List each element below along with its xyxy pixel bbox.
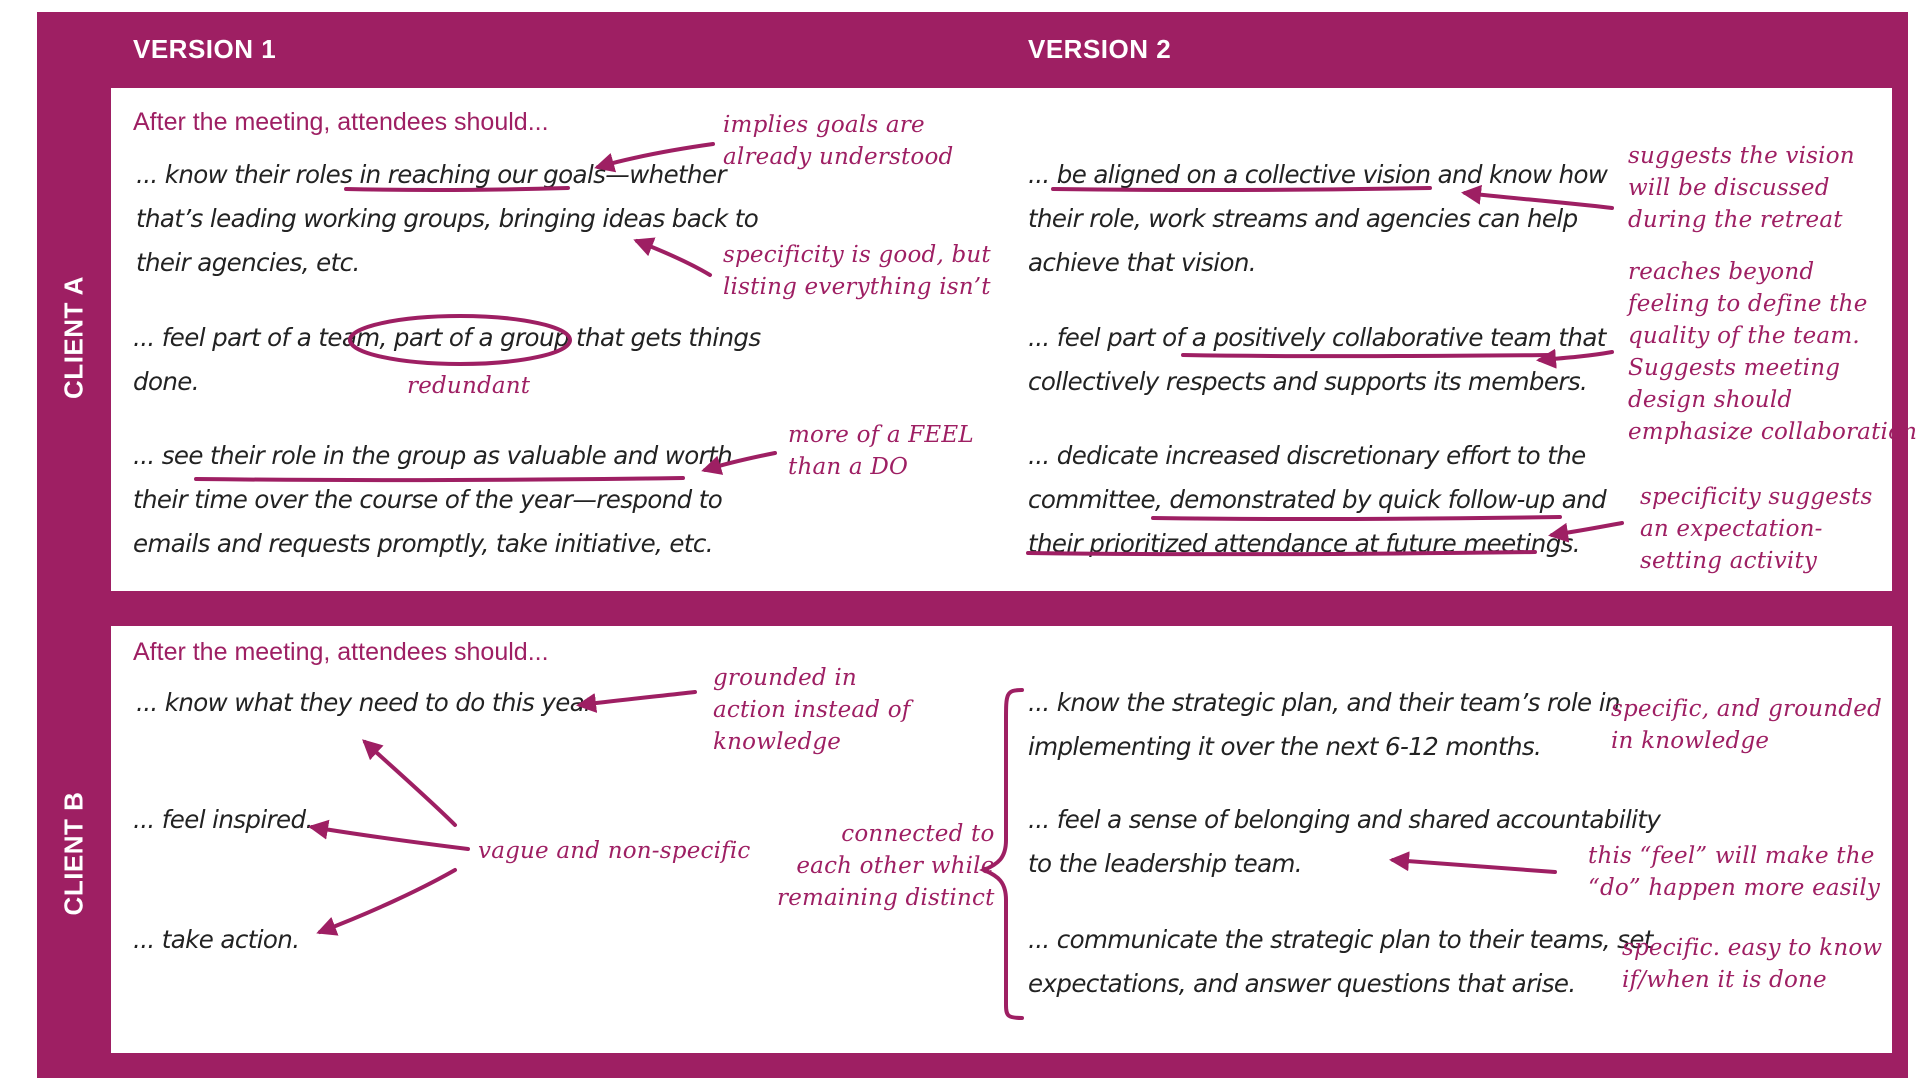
note-specific-grounded: specific, and grounded in knowledge <box>1611 696 1882 754</box>
client-b-v2-objective-3: ... communicate the strategic plan to their teams, set expectations, and answer questions that arise. <box>1028 925 1653 998</box>
client-a-v2-objective-1: ... be aligned on a collective vision and know how their role, work streams and agencies can help achieve that vision. <box>1028 160 1608 277</box>
client-a-v2-objective-3: ... dedicate increased discretionary effort to the committee, demonstrated by quick follow-up and their prioritized attendance at future meetings. <box>1028 441 1607 558</box>
version-2-header: VERSION 2 <box>1028 34 1172 64</box>
note-implies-goals: implies goals are already understood <box>723 112 954 170</box>
note-feel-makes-do: this “feel” will make the “do” happen more easily <box>1588 843 1881 901</box>
note-specificity: specificity is good, but listing everything isn’t <box>723 242 991 300</box>
client-b-v2-objective-1: ... know the strategic plan, and their team’s role in implementing it over the next 6-12 months. <box>1028 688 1620 761</box>
note-easy-to-know: specific. easy to know if/when it is done <box>1622 935 1883 993</box>
note-reaches-beyond: reaches beyond feeling to define the quality of the team. Suggests meeting design should emphasize collaboration <box>1628 259 1918 445</box>
client-b-v1-objective-2: ... feel inspired. <box>133 805 313 834</box>
client-b-label: CLIENT B <box>58 791 89 916</box>
client-b-v1-objective-1: ... know what they need to do this year. <box>136 688 599 717</box>
client-b-intro: After the meeting, attendees should... <box>133 638 549 666</box>
note-connected: connected to each other while remaining distinct <box>777 821 995 911</box>
client-b-v2-objective-2: ... feel a sense of belonging and shared accountability to the leadership team. <box>1028 805 1661 878</box>
note-vague: vague and non-specific <box>478 838 751 864</box>
client-a-v2-objective-2: ... feel part of a positively collaborative team that collectively respects and supports its members. <box>1028 323 1606 396</box>
version-1-header: VERSION 1 <box>133 34 277 64</box>
note-vision: suggests the vision will be discussed during the retreat <box>1628 143 1855 233</box>
client-a-label: CLIENT A <box>58 276 89 399</box>
client-a-v1-objective-2: ... feel part of a team, part of a group that gets things done. <box>133 323 761 396</box>
client-a-intro: After the meeting, attendees should... <box>133 108 549 136</box>
client-b-v1-objective-3: ... take action. <box>133 925 300 954</box>
client-a-v1-objective-3: ... see their role in the group as valuable and worth their time over the course of the year—respond to emails and requests promptly, take initiative, etc. <box>133 441 733 558</box>
note-redundant: redundant <box>407 373 531 399</box>
note-expectation-setting: specificity suggests an expectation- setting activity <box>1640 484 1873 574</box>
note-feel-not-do: more of a FEEL than a DO <box>788 422 974 480</box>
note-grounded-in-action: grounded in action instead of knowledge <box>713 665 911 755</box>
client-a-v1-objective-1: ... know their roles in reaching our goals—whether that’s leading working groups, bringing ideas back to their agencies, etc. <box>136 160 759 277</box>
